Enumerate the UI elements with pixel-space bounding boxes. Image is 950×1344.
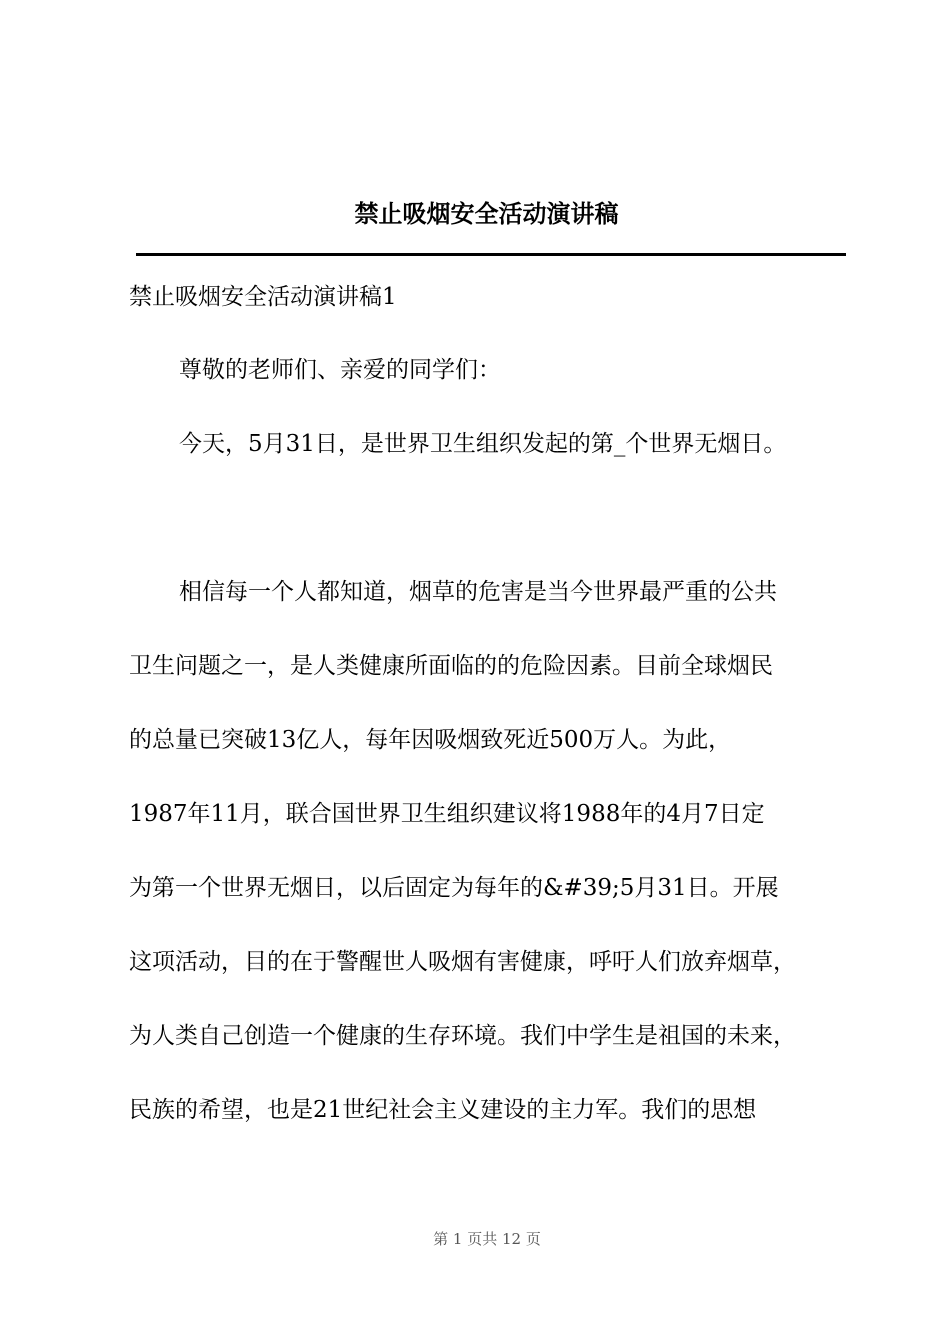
paragraph-line: 民族的希望，也是21世纪社会主义建设的主力军。我们的思想 <box>129 1097 757 1123</box>
paragraph-line: 这项活动，目的在于警醒世人吸烟有害健康，呼吁人们放弃烟草， <box>129 949 796 975</box>
paragraph-line: 今天，5月31日，是世界卫生组织发起的第_个世界无烟日。 <box>179 431 787 457</box>
paragraph-line: 为人类自己创造一个健康的生存环境。我们中学生是祖国的未来， <box>129 1023 796 1049</box>
greeting-line: 尊敬的老师们、亲爱的同学们： <box>179 357 501 383</box>
page-title: 禁止吸烟安全活动演讲稿 <box>354 200 619 228</box>
paragraph-line: 相信每一个人都知道，烟草的危害是当今世界最严重的公共 <box>179 579 777 605</box>
page-number-footer: 第 1 页共 12 页 <box>433 1230 541 1248</box>
paragraph-line: 为第一个世界无烟日，以后固定为每年的&#39;5月31日。开展 <box>129 875 779 901</box>
title-divider <box>136 253 846 256</box>
paragraph-line: 的总量已突破13亿人，每年因吸烟致死近500万人。为此， <box>129 727 732 753</box>
section-heading: 禁止吸烟安全活动演讲稿1 <box>129 284 397 310</box>
paragraph-line: 1987年11月，联合国世界卫生组织建议将1988年的4月7日定 <box>129 801 765 827</box>
paragraph-line: 卫生问题之一，是人类健康所面临的的危险因素。目前全球烟民 <box>129 653 773 679</box>
